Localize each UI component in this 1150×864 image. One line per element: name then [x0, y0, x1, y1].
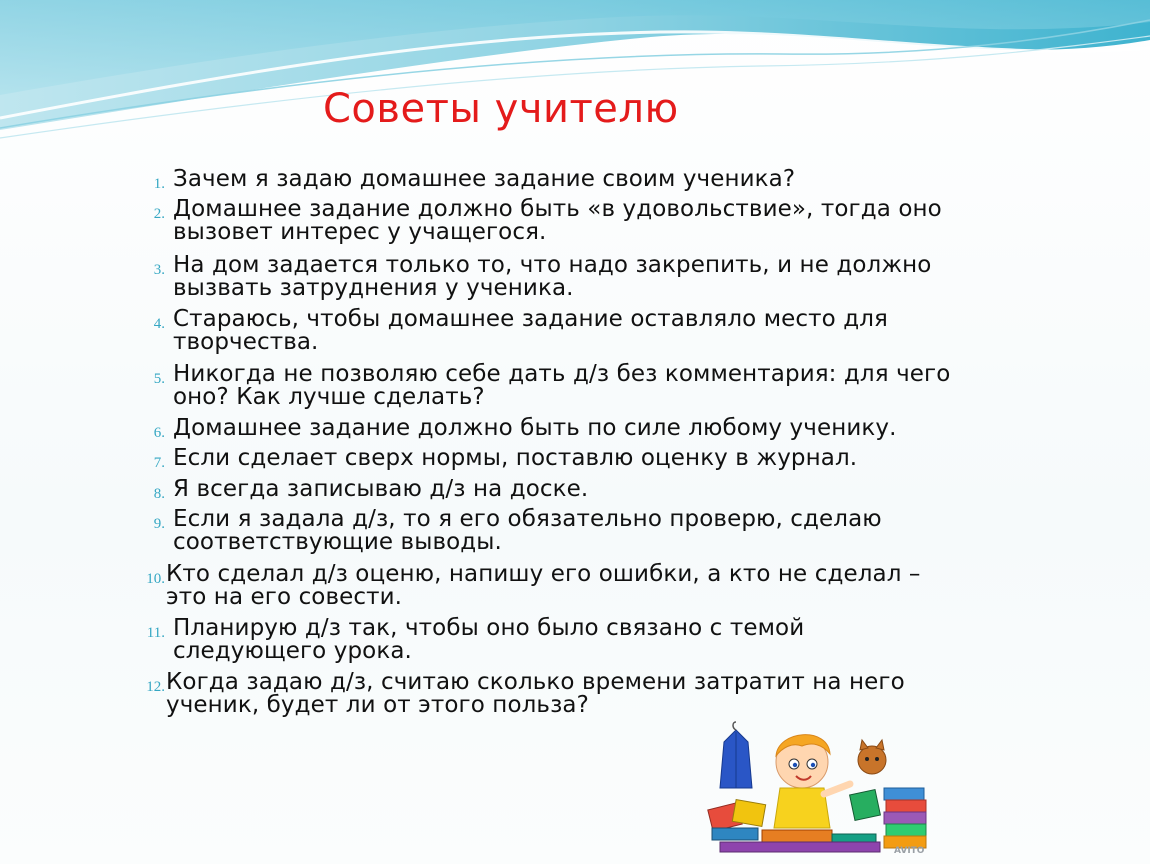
list-item: [122, 308, 1082, 363]
item-number: 1.: [153, 176, 165, 192]
item-number: 3.: [153, 262, 165, 278]
list-item: [122, 363, 1082, 417]
item-text: Домашнее задание должно быть «в удовольствие», тогда оно вызовет интерес у учащегося.: [173, 196, 942, 245]
item-text: Я всегда записываю д/з на доске.: [173, 476, 589, 502]
item-number: 5.: [153, 371, 165, 387]
item-text: Кто сделал д/з оценю, напишу его ошибки, а кто не сделал – это на его совести.: [166, 561, 921, 610]
item-text: Планирую д/з так, чтобы оно было связано с темой следующего урока.: [173, 615, 805, 664]
list-item: [122, 198, 1082, 254]
item-text: Зачем я задаю домашнее задание своим ученика?: [173, 166, 796, 192]
item-text: Когда задаю д/з, считаю сколько времени затратит на него ученик, будет ли от этого польза?: [166, 669, 905, 718]
list-item: [122, 563, 1082, 617]
item-number: 10.: [146, 571, 165, 587]
item-number: 9.: [153, 516, 165, 532]
list-item: [122, 417, 1082, 447]
item-number: 2.: [153, 206, 165, 222]
item-number: 7.: [153, 455, 165, 471]
item-text: Никогда не позволяю себе дать д/з без комментария: для чего оно? Как лучше сделать?: [173, 361, 951, 410]
list-item: [122, 168, 1082, 198]
watermark: AVITO: [894, 846, 925, 856]
item-text: Стараюсь, чтобы домашнее задание оставляло место для творчества.: [173, 306, 888, 355]
item-number: 6.: [153, 425, 165, 441]
child-with-books-illustration: [702, 710, 942, 864]
tips-list: [122, 168, 1082, 725]
list-item: [122, 254, 1082, 308]
item-text: Если сделает сверх нормы, поставлю оценку в журнал.: [173, 445, 858, 471]
item-number: 4.: [153, 316, 165, 332]
item-number: 8.: [153, 486, 165, 502]
list-item: [122, 478, 1082, 508]
slide-title: Советы учителю: [323, 86, 679, 132]
item-text: Домашнее задание должно быть по силе любому ученику.: [173, 415, 897, 441]
item-text: Если я задала д/з, то я его обязательно проверю, сделаю соответствующие выводы.: [173, 506, 882, 555]
item-number: 11.: [146, 625, 165, 641]
list-item: [122, 508, 1082, 563]
list-item: [122, 617, 1082, 671]
item-text: На дом задается только то, что надо закрепить, и не должно вызвать затруднения у ученика.: [173, 252, 932, 301]
list-item: [122, 447, 1082, 478]
item-number: 12.: [146, 679, 165, 695]
